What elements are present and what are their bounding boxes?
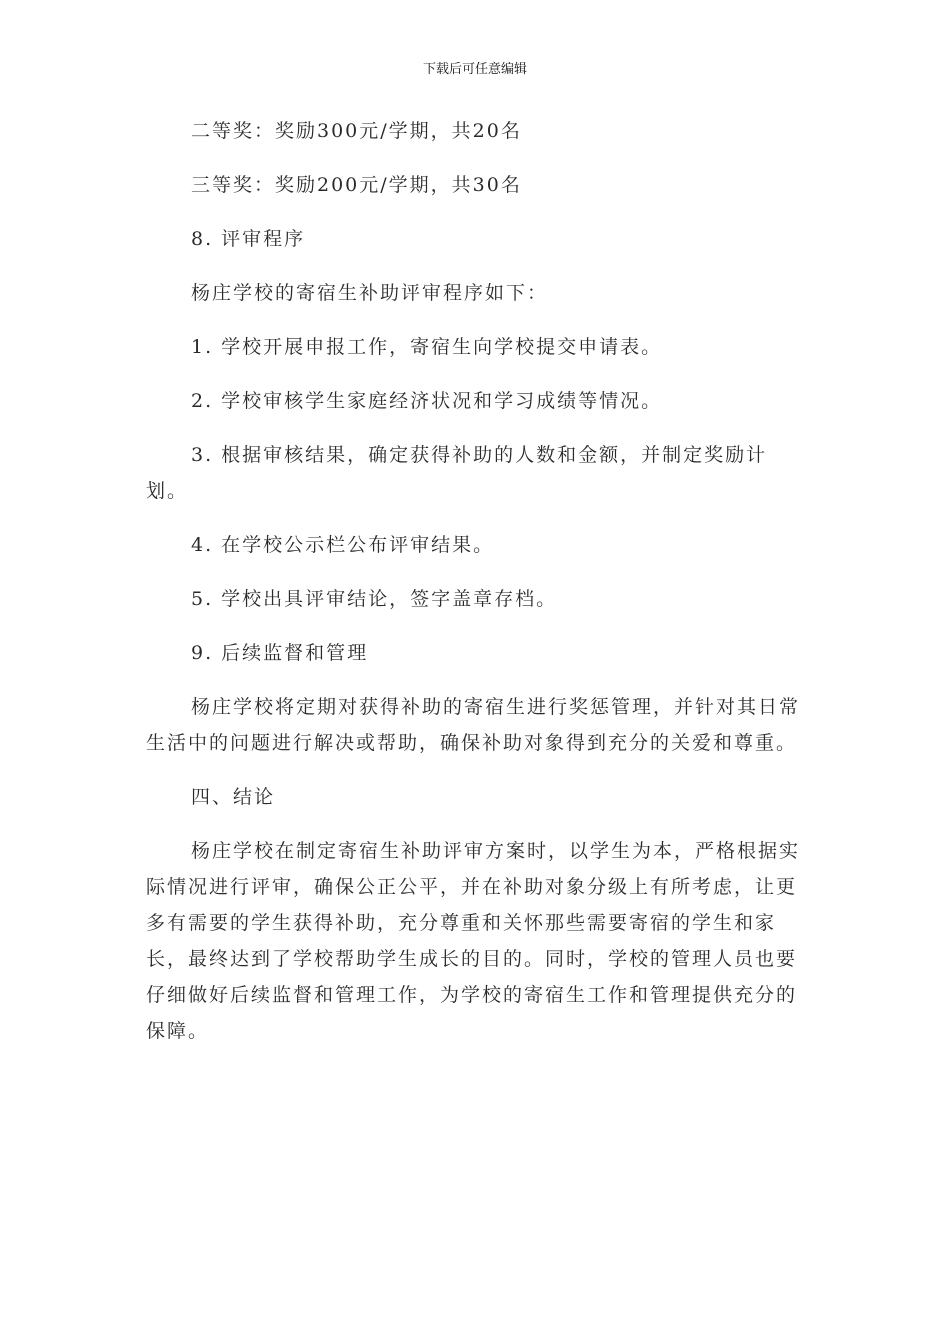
list-item-step-1: 1. 学校开展申报工作，寄宿生向学校提交申请表。 bbox=[191, 336, 663, 358]
paragraph-third-prize: 三等奖：奖励200元/学期，共30名 bbox=[191, 174, 522, 196]
list-item-step-5: 5. 学校出具评审结论，签字盖章存档。 bbox=[191, 588, 558, 610]
list-item-step-2: 2. 学校审核学生家庭经济状况和学习成绩等情况。 bbox=[191, 390, 663, 412]
header-note: 下载后可任意编辑 bbox=[422, 62, 527, 77]
list-item-step-4: 4. 在学校公示栏公布评审结果。 bbox=[191, 534, 495, 556]
paragraph-second-prize: 二等奖：奖励300元/学期，共20名 bbox=[191, 120, 522, 142]
paragraph-conclusion: 杨庄学校在制定寄宿生补助评审方案时，以学生为本，严格根据实际情况进行评审，确保公正公平，并在补助对象分级上有所考虑，让更多有需要的学生获得补助，充分尊重和关怀那些需要寄宿的学生和家长，最终达到了学校帮助学生成长的目的。同时，学校的管理人员也要仔细做好后续监督和管理工作，为学校的寄宿生工作和管理提供充分的保障。 bbox=[146, 840, 801, 1042]
section-heading-follow-up: 9. 后续监督和管理 bbox=[191, 642, 369, 664]
section-heading-review-procedure: 8. 评审程序 bbox=[191, 228, 306, 250]
paragraph-follow-up: 杨庄学校将定期对获得补助的寄宿生进行奖惩管理，并针对其日常生活中的问题进行解决或帮助，确保补助对象得到充分的关爱和尊重。 bbox=[146, 696, 801, 754]
list-item-step-3: 3. 根据审核结果，确定获得补助的人数和金额，并制定奖励计划。 bbox=[146, 444, 768, 502]
document-body bbox=[146, 113, 806, 1067]
paragraph-procedure-intro: 杨庄学校的寄宿生补助评审程序如下： bbox=[191, 282, 549, 304]
section-heading-conclusion: 四、结论 bbox=[191, 786, 276, 808]
